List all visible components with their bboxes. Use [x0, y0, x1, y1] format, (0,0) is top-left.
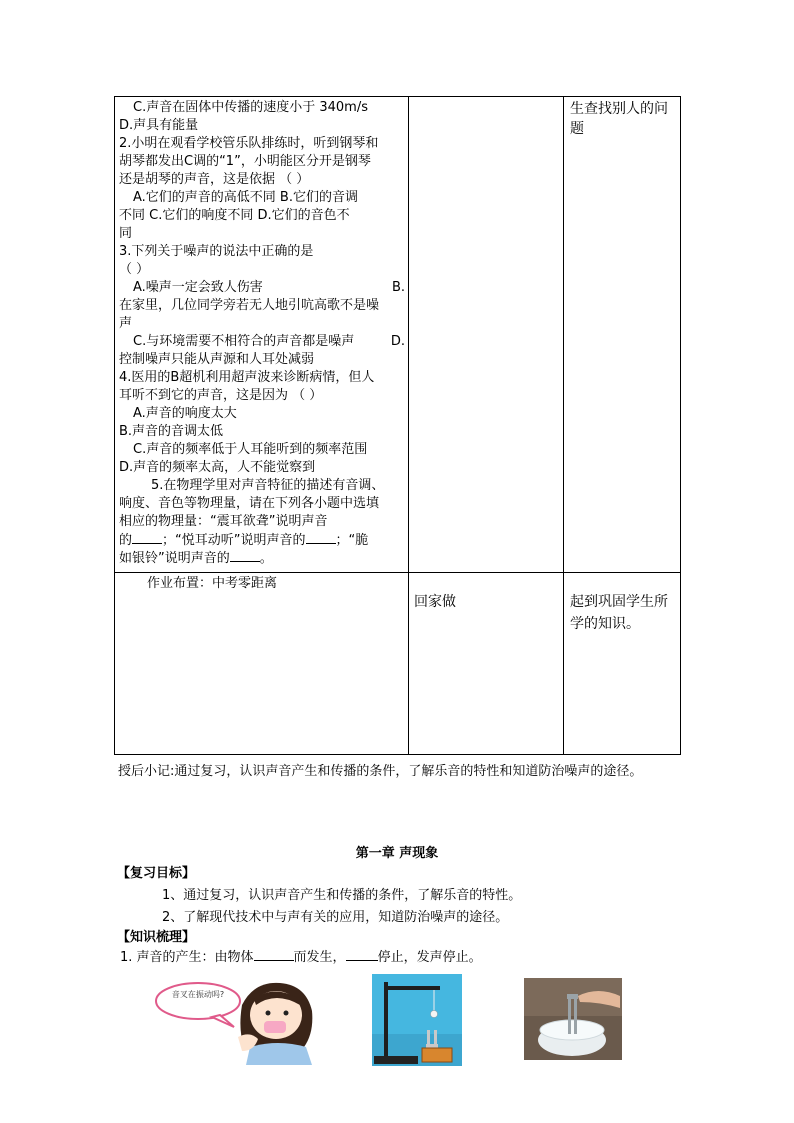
text-line: C.声音在固体中传播的速度小于 340m/s: [133, 100, 368, 115]
text-line: 胡琴都发出C调的“1”，小明能区分开是钢琴: [119, 154, 371, 169]
option-a: A.噪声一定会致人伤害: [133, 280, 263, 295]
table-col-divider: [408, 97, 409, 754]
text-line: A.它们的声音的高低不同 B.它们的音调: [133, 190, 358, 205]
table-row-divider: [115, 572, 680, 573]
text-line: 控制噪声只能从声源和人耳处减弱: [119, 352, 315, 367]
text-line: 不同 C.它们的响度不同 D.它们的音色不: [119, 208, 350, 223]
exercise-cell: [119, 99, 407, 567]
text-line: 5.在物理学里对声音特征的描述有音调、: [151, 478, 385, 493]
text-line: 如银铃”说明声音的 。: [119, 551, 273, 566]
answer-blank: [132, 531, 162, 544]
text-line: [119, 279, 405, 297]
text-line: 耳听不到它的声音，这是因为 （ ）: [119, 388, 323, 403]
option-b-label: B.: [391, 280, 405, 295]
homework-cell: 作业布置：中考零距离: [147, 576, 278, 591]
knowledge-heading: 【知识梳理】: [117, 930, 196, 945]
text-line: （ ）: [119, 262, 150, 277]
text-line: C.声音的频率低于人耳能听到的频率范围: [133, 442, 368, 457]
text-line: 声: [119, 316, 133, 331]
question-sound-production: 1. 声音的产生：由物体 而发生， 停止，发声停止。: [120, 946, 482, 965]
text-line: [119, 333, 405, 351]
speech-bubble-text: 音叉在振动吗?: [171, 990, 225, 999]
text-line: 2.小明在观看学校管乐队排练时，听到钢琴和: [119, 136, 379, 151]
option-c: C.与环境需要不相符合的声音都是噪声: [133, 334, 355, 349]
tuning-fork-water-photo: [524, 978, 622, 1060]
text-line: B.声音的音调太低: [119, 424, 224, 439]
row2-col2-cell: 回家做: [414, 594, 456, 610]
text-line: D.声音的频率太高，人不能觉察到: [119, 460, 316, 475]
review-goals-heading: 【复习目标】: [117, 866, 196, 881]
text-line: 4.医用的B超机利用超声波来诊断病情，但人: [119, 370, 375, 385]
answer-blank: [306, 531, 336, 544]
chapter-title: 第一章 声现象: [355, 846, 439, 861]
review-goal-item: 2、了解现代技术中与声有关的应用，知道防治噪声的途径。: [162, 910, 509, 925]
option-d-label: D.: [390, 334, 405, 349]
answer-blank: [254, 946, 294, 961]
tuning-fork-stand-photo: [372, 974, 462, 1066]
text-line: 相应的物理量：“震耳欲聋”说明声音: [119, 514, 328, 529]
text-line: 3.下列关于噪声的说法中正确的是: [119, 244, 314, 259]
row2-col3-cell: 起到巩固学生所学的知识。: [570, 594, 668, 632]
lesson-table: [114, 96, 681, 755]
text-line: A.声音的响度太大: [133, 406, 237, 421]
table-col-divider: [563, 97, 564, 754]
row1-col3-cell: 生查找别人的问题: [570, 101, 668, 137]
text-line: 还是胡琴的声音，这是依据 （ ）: [119, 172, 310, 187]
review-goal-item: 1、通过复习，认识声音产生和传播的条件，了解乐音的特性。: [162, 888, 522, 903]
cartoon-girl-illustration: [154, 975, 322, 1065]
text-line: D.声具有能量: [119, 118, 199, 133]
text-line: 的 ；“悦耳动听”说明声音的 ；“脆: [119, 533, 369, 548]
after-class-note: 授后小记:通过复习，认识声音产生和传播的条件，了解乐音的特性和知道防治噪声的途径。: [118, 764, 643, 779]
answer-blank: [230, 549, 260, 562]
text-line: 同: [119, 226, 133, 241]
text-line: 响度、音色等物理量，请在下列各小题中选填: [119, 496, 380, 511]
answer-blank: [346, 946, 378, 961]
text-line: 在家里，几位同学旁若无人地引吭高歌不是噪: [119, 298, 380, 313]
